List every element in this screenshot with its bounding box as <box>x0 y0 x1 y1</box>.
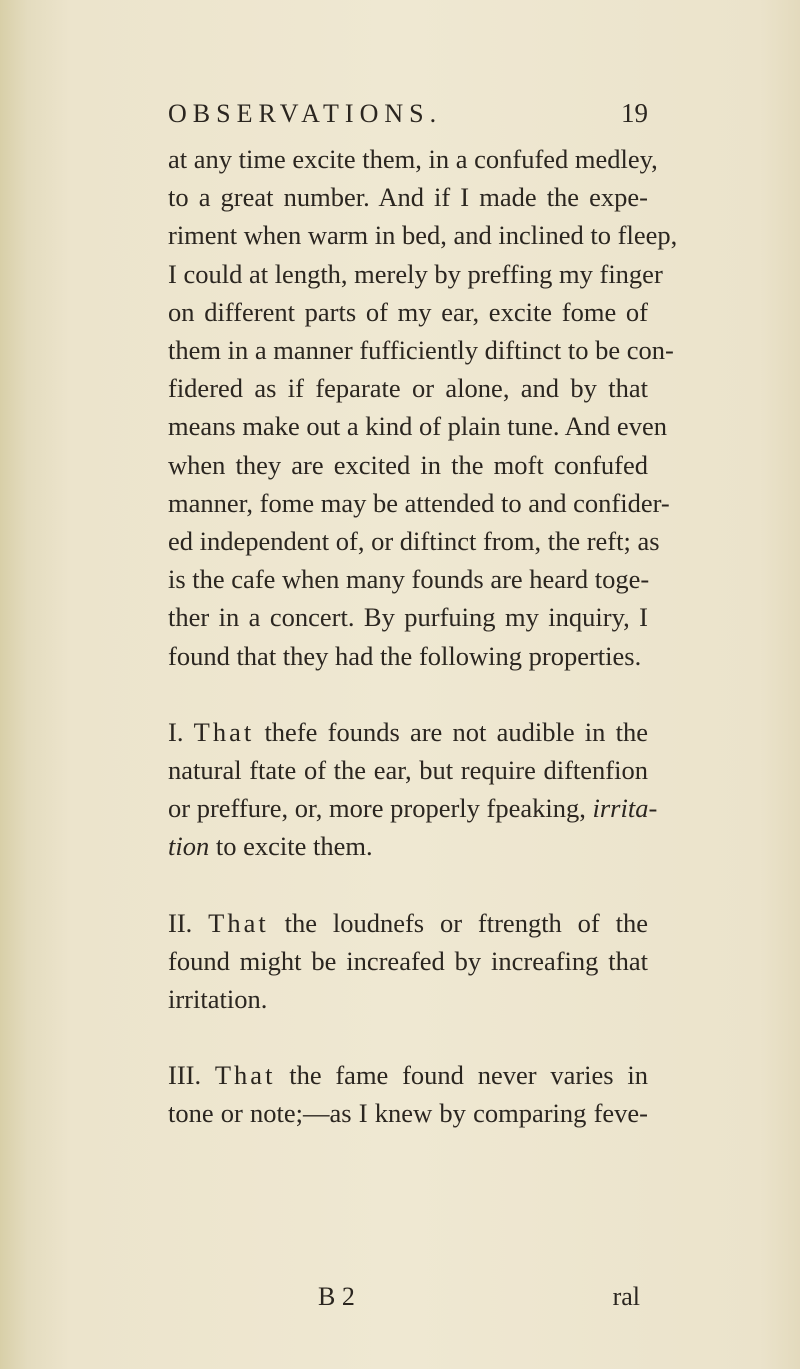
numbered-item-2 <box>168 904 648 1019</box>
text-line: means make out a kind of plain tune. And even <box>168 411 667 442</box>
page-footer <box>318 1282 640 1312</box>
text-line: natural ftate of the ear, but require diftenfion <box>168 755 648 786</box>
text-line <box>168 827 648 865</box>
text-line: them in a manner fufficiently diftinct to be con- <box>168 335 674 366</box>
small-caps-word: That <box>214 1060 276 1091</box>
italic-word: tion <box>168 831 210 862</box>
text-line: ed independent of, or diftinct from, the reft; as <box>168 526 660 557</box>
item-number: I. <box>168 716 194 747</box>
paragraph-gap <box>168 866 648 904</box>
text-line: manner, fome may be attended to and confider- <box>168 487 670 518</box>
item-number: II. <box>168 907 209 938</box>
text-line: I could at length, merely by preffing my finger <box>168 258 663 289</box>
text-line: at any time excite them, in a confufed medley, <box>168 144 658 174</box>
text-segment: the fame found never varies in <box>275 1060 648 1091</box>
text-line: on different parts of my ear, excite fome of <box>168 296 648 327</box>
paragraph <box>168 140 678 675</box>
text-segment: or preffure, or, more properly fpeaking, <box>168 793 593 824</box>
body-text <box>168 140 678 1133</box>
paragraph-gap <box>168 675 648 713</box>
small-caps-word: That <box>208 907 269 938</box>
signature-mark: B 2 <box>318 1282 355 1311</box>
text-segment: to excite them. <box>209 831 373 862</box>
text-line <box>168 904 648 942</box>
paragraph-gap <box>168 1018 648 1056</box>
small-caps-word: That <box>193 716 255 747</box>
text-line: ther in a concert. By purfuing my inquiry, I <box>168 602 648 633</box>
running-head: OBSERVATIONS. <box>168 99 443 128</box>
text-line: is the cafe when many founds are heard toge- <box>168 564 650 595</box>
item-number: III. <box>168 1060 215 1091</box>
text-line: when they are excited in the moft confufed <box>168 449 648 480</box>
text-segment: the loudnefs or ftrength of the <box>268 907 649 938</box>
text-line: found that they had the following properties. <box>168 640 642 671</box>
text-line: tone or note;—as I knew by comparing feve- <box>168 1098 648 1129</box>
catchword: ral <box>612 1282 640 1311</box>
text-line: irritation. <box>168 984 268 1015</box>
text-line <box>168 1056 648 1094</box>
text-line <box>168 713 648 751</box>
page-header <box>168 98 648 129</box>
numbered-item-1 <box>168 713 658 866</box>
italic-word: irrita- <box>592 793 658 824</box>
page-number: 19 <box>621 98 648 128</box>
text-line: to a great number. And if I made the expe- <box>168 182 648 213</box>
numbered-item-3 <box>168 1056 648 1132</box>
text-line: riment when warm in bed, and inclined to fleep, <box>168 220 678 251</box>
text-line: fidered as if feparate or alone, and by that <box>168 373 648 404</box>
text-line <box>168 789 658 827</box>
text-segment: thefe founds are not audible in the <box>254 716 649 747</box>
text-line: found might be increafed by increafing that <box>168 945 648 976</box>
